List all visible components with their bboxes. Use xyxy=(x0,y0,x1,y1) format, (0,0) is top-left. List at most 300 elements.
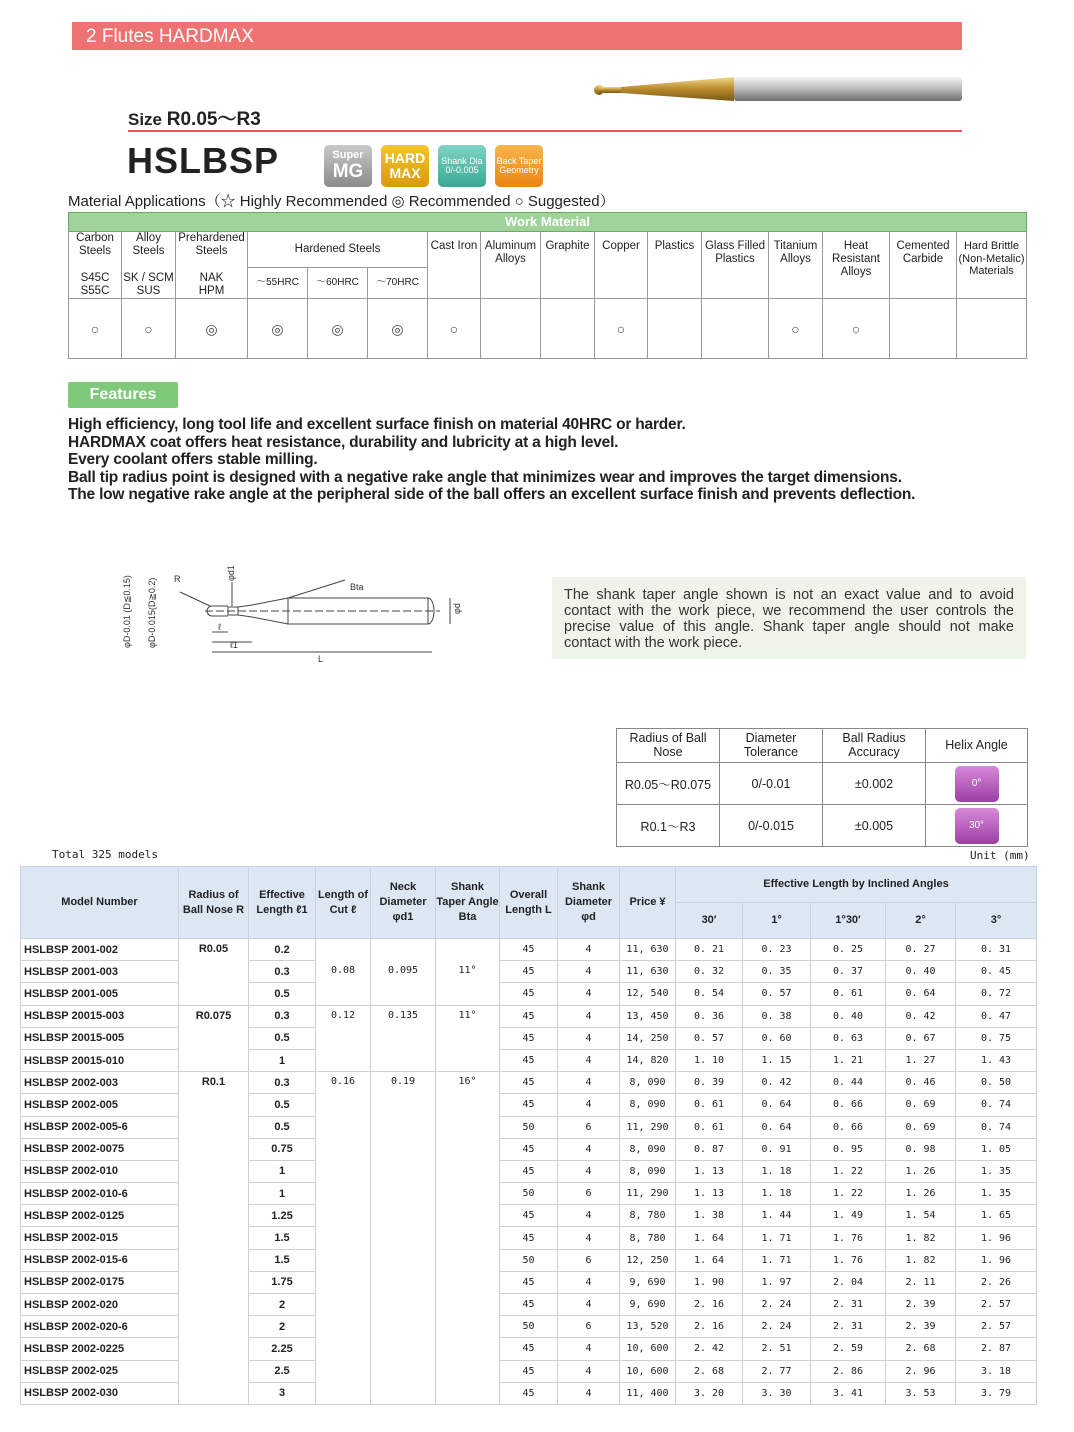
eff-1deg30: 0. 95 xyxy=(811,1138,886,1160)
hdr-neck: Neck Diameter φd1 xyxy=(371,867,436,939)
overall-length: 45 xyxy=(500,1049,558,1071)
radius-cell: R0.05 xyxy=(179,939,249,1006)
eff-1deg: 0. 35 xyxy=(743,961,811,983)
model-number: HSLBSP 20015-010 xyxy=(21,1049,179,1071)
shank-diameter: 4 xyxy=(558,1294,620,1316)
hdr-shank: Shank Diameter φd xyxy=(558,867,620,939)
shank-diameter: 6 xyxy=(558,1183,620,1205)
eff-2deg: 2. 96 xyxy=(886,1360,956,1382)
eff-3deg: 0. 31 xyxy=(956,939,1037,961)
eff-2deg: 1. 54 xyxy=(886,1205,956,1227)
total-models: Total 325 models xyxy=(52,848,158,861)
eff-2deg: 0. 69 xyxy=(886,1116,956,1138)
eff-1deg30: 0. 25 xyxy=(811,939,886,961)
shank-diameter: 6 xyxy=(558,1316,620,1338)
overall-length: 45 xyxy=(500,1160,558,1182)
eff-30min: 0. 61 xyxy=(676,1116,743,1138)
eff-2deg: 2. 39 xyxy=(886,1316,956,1338)
eff-1deg30: 2. 59 xyxy=(811,1338,886,1360)
table-row xyxy=(21,1160,1037,1182)
shank-diameter: 4 xyxy=(558,961,620,983)
eff-30min: 0. 36 xyxy=(676,1005,743,1027)
model-number: HSLBSP 2002-003 xyxy=(21,1072,179,1094)
eff-3deg: 2. 87 xyxy=(956,1338,1037,1360)
overall-length: 50 xyxy=(500,1116,558,1138)
tol-helix xyxy=(926,805,1028,847)
col-titanium: Titanium Alloys xyxy=(769,232,823,299)
price: 12, 250 xyxy=(620,1249,676,1271)
effective-length: 2.25 xyxy=(249,1338,316,1360)
eff-1deg: 1. 44 xyxy=(743,1205,811,1227)
eff-2deg: 0. 46 xyxy=(886,1072,956,1094)
table-row xyxy=(21,1005,1037,1027)
drawing-label-bta: Bta xyxy=(350,582,364,592)
model-number: HSLBSP 2002-015 xyxy=(21,1227,179,1249)
eff-1deg30: 0. 63 xyxy=(811,1027,886,1049)
eff-1deg: 1. 71 xyxy=(743,1227,811,1249)
col-plastics: Plastics xyxy=(648,232,702,299)
eff-1deg30: 1. 76 xyxy=(811,1249,886,1271)
suitability-cell xyxy=(648,299,702,359)
eff-3deg: 2. 26 xyxy=(956,1271,1037,1293)
model-number: HSLBSP 2001-002 xyxy=(21,939,179,961)
shank-diameter: 4 xyxy=(558,1382,620,1404)
radius-cell: R0.075 xyxy=(179,1005,249,1072)
model-number: HSLBSP 2002-020-6 xyxy=(21,1316,179,1338)
drawing-label-d1: φd1 xyxy=(226,565,236,581)
eff-30min: 1. 13 xyxy=(676,1183,743,1205)
price: 8, 780 xyxy=(620,1227,676,1249)
price: 9, 690 xyxy=(620,1271,676,1293)
eff-30min: 0. 21 xyxy=(676,939,743,961)
hdr-radius: Radius of Ball Nose R xyxy=(179,867,249,939)
price: 8, 090 xyxy=(620,1072,676,1094)
eff-1deg30: 3. 41 xyxy=(811,1382,886,1404)
eff-1deg30: 1. 49 xyxy=(811,1205,886,1227)
eff-2deg: 2. 11 xyxy=(886,1271,956,1293)
price: 10, 600 xyxy=(620,1338,676,1360)
suitability-cell: ◎ xyxy=(176,299,248,359)
hdr-taper: Shank Taper Angle Bta xyxy=(436,867,500,939)
effective-length: 1.5 xyxy=(249,1227,316,1249)
effective-length: 1 xyxy=(249,1183,316,1205)
model-number: HSLBSP 2002-0225 xyxy=(21,1338,179,1360)
price: 14, 820 xyxy=(620,1049,676,1071)
eff-1deg30: 2. 86 xyxy=(811,1360,886,1382)
eff-2deg: 0. 67 xyxy=(886,1027,956,1049)
effective-length: 0.2 xyxy=(249,939,316,961)
table-row xyxy=(21,1382,1037,1404)
model-number: HSLBSP 2001-003 xyxy=(21,961,179,983)
eff-1deg: 0. 38 xyxy=(743,1005,811,1027)
shank-diameter: 4 xyxy=(558,1072,620,1094)
divider xyxy=(128,130,962,132)
effective-length: 2 xyxy=(249,1294,316,1316)
eff-1deg: 1. 18 xyxy=(743,1183,811,1205)
end-mill-image xyxy=(594,74,964,104)
price: 8, 780 xyxy=(620,1205,676,1227)
tol-row xyxy=(617,763,1028,805)
col-cemented-carbide: Cemented Carbide xyxy=(890,232,957,299)
eff-2deg: 0. 42 xyxy=(886,1005,956,1027)
eff-1deg30: 0. 44 xyxy=(811,1072,886,1094)
eff-30min: 2. 42 xyxy=(676,1338,743,1360)
helix-30-icon: 30° xyxy=(955,808,999,844)
overall-length: 45 xyxy=(500,939,558,961)
tol-header-dia: Diameter Tolerance xyxy=(720,729,823,763)
model-number: HSLBSP 2002-030 xyxy=(21,1382,179,1404)
eff-30min: 2. 68 xyxy=(676,1360,743,1382)
eff-1deg: 2. 51 xyxy=(743,1338,811,1360)
model-number: HSLBSP 2002-0075 xyxy=(21,1138,179,1160)
drawing-label-tol1: φD-0.01 (D≦0.15) xyxy=(122,575,132,648)
eff-1deg: 1. 18 xyxy=(743,1160,811,1182)
drawing-label-tol2: φD-0.015(D≧0.2) xyxy=(147,577,157,648)
overall-length: 45 xyxy=(500,1138,558,1160)
eff-1deg: 3. 30 xyxy=(743,1382,811,1404)
eff-1deg30: 0. 40 xyxy=(811,1005,886,1027)
price: 12, 540 xyxy=(620,983,676,1005)
length-of-cut: 0.08 xyxy=(316,939,371,1006)
eff-3deg: 1. 96 xyxy=(956,1227,1037,1249)
table-row xyxy=(21,1205,1037,1227)
price: 10, 600 xyxy=(620,1360,676,1382)
suitability-cell xyxy=(702,299,769,359)
eff-30min: 0. 61 xyxy=(676,1094,743,1116)
suitability-row xyxy=(69,299,1027,359)
suitability-cell: ◎ xyxy=(368,299,428,359)
shank-diameter: 4 xyxy=(558,1094,620,1116)
suitability-cell: ○ xyxy=(823,299,890,359)
col-prehardened: Prehardened Steels NAK HPM xyxy=(176,232,248,299)
product-name: HSLBSP xyxy=(127,140,280,181)
eff-3deg: 1. 43 xyxy=(956,1049,1037,1071)
effective-length: 1.25 xyxy=(249,1205,316,1227)
price: 9, 690 xyxy=(620,1294,676,1316)
overall-length: 45 xyxy=(500,1271,558,1293)
table-row xyxy=(21,1271,1037,1293)
eff-1deg30: 1. 21 xyxy=(811,1049,886,1071)
table-row xyxy=(21,1227,1037,1249)
back-taper-badge: Back Taper Geometry xyxy=(495,145,543,187)
model-number: HSLBSP 2002-020 xyxy=(21,1294,179,1316)
suitability-cell: ○ xyxy=(769,299,823,359)
model-number: HSLBSP 2002-010 xyxy=(21,1160,179,1182)
suitability-cell xyxy=(541,299,595,359)
effective-length: 0.5 xyxy=(249,1094,316,1116)
model-number: HSLBSP 2002-005 xyxy=(21,1094,179,1116)
col-cast-iron: Cast Iron xyxy=(428,232,481,299)
eff-3deg: 1. 35 xyxy=(956,1160,1037,1182)
table-row xyxy=(21,1316,1037,1338)
eff-2deg: 0. 64 xyxy=(886,983,956,1005)
drawing-label-l: ℓ xyxy=(218,622,221,632)
col-copper: Copper xyxy=(595,232,648,299)
price: 14, 250 xyxy=(620,1027,676,1049)
shank-diameter: 4 xyxy=(558,1338,620,1360)
overall-length: 45 xyxy=(500,1027,558,1049)
feature-line: Ball tip radius point is designed with a negative rake angle that minimizes wear and improves the target dimensions. xyxy=(68,468,902,486)
col-glass-filled: Glass Filled Plastics xyxy=(702,232,769,299)
feature-line: The low negative rake angle at the peripheral side of the ball offers an excellent surface finish and prevents deflection. xyxy=(68,486,916,503)
effective-length: 1.75 xyxy=(249,1271,316,1293)
eff-3deg: 0. 74 xyxy=(956,1094,1037,1116)
work-material-title: Work Material xyxy=(69,213,1027,232)
table-row xyxy=(21,983,1037,1005)
hdr-angle: 2° xyxy=(886,903,956,939)
shank-diameter: 4 xyxy=(558,1160,620,1182)
shank-diameter: 4 xyxy=(558,1049,620,1071)
price: 11, 630 xyxy=(620,961,676,983)
table-row xyxy=(21,1360,1037,1382)
col-heat-resistant: Heat Resistant Alloys xyxy=(823,232,890,299)
eff-30min: 2. 16 xyxy=(676,1316,743,1338)
hdr-length-cut: Length of Cut ℓ xyxy=(316,867,371,939)
feature-line: High efficiency, long tool life and excellent surface finish on material 40HRC or harder. xyxy=(68,416,686,433)
model-number: HSLBSP 2002-005-6 xyxy=(21,1116,179,1138)
model-number: HSLBSP 20015-005 xyxy=(21,1027,179,1049)
overall-length: 45 xyxy=(500,1072,558,1094)
effective-length: 1.5 xyxy=(249,1249,316,1271)
tol-header-acc: Ball Radius Accuracy xyxy=(823,729,926,763)
overall-length: 45 xyxy=(500,1205,558,1227)
eff-3deg: 1. 35 xyxy=(956,1183,1037,1205)
col-70hrc: ～70HRC xyxy=(368,267,428,298)
eff-1deg: 0. 64 xyxy=(743,1094,811,1116)
price: 8, 090 xyxy=(620,1094,676,1116)
neck-diameter: 0.135 xyxy=(371,1005,436,1072)
shank-diameter: 4 xyxy=(558,1271,620,1293)
eff-1deg: 0. 60 xyxy=(743,1027,811,1049)
col-60hrc: ～60HRC xyxy=(308,267,368,298)
shank-diameter: 4 xyxy=(558,983,620,1005)
eff-2deg: 2. 68 xyxy=(886,1338,956,1360)
table-row xyxy=(21,1338,1037,1360)
eff-3deg: 0. 74 xyxy=(956,1116,1037,1138)
effective-length: 1 xyxy=(249,1049,316,1071)
tol-row xyxy=(617,805,1028,847)
eff-30min: 1. 90 xyxy=(676,1271,743,1293)
tol-dia: 0/-0.01 xyxy=(720,763,823,805)
eff-1deg30: 1. 76 xyxy=(811,1227,886,1249)
eff-1deg: 2. 77 xyxy=(743,1360,811,1382)
eff-2deg: 0. 40 xyxy=(886,961,956,983)
model-table xyxy=(20,866,1037,1405)
eff-2deg: 3. 53 xyxy=(886,1382,956,1404)
overall-length: 45 xyxy=(500,1338,558,1360)
model-number: HSLBSP 2002-0125 xyxy=(21,1205,179,1227)
hdr-angle: 3° xyxy=(956,903,1037,939)
model-number: HSLBSP 2002-0175 xyxy=(21,1271,179,1293)
eff-1deg: 1. 15 xyxy=(743,1049,811,1071)
drawing-label-total-length: L xyxy=(318,654,324,664)
shank-diameter: 4 xyxy=(558,1205,620,1227)
unit-label: Unit (mm) xyxy=(970,849,1030,862)
drawing-label-r: R xyxy=(174,574,181,584)
eff-3deg: 0. 45 xyxy=(956,961,1037,983)
effective-length: 0.3 xyxy=(249,1005,316,1027)
hdr-price: Price ¥ xyxy=(620,867,676,939)
material-legend: Material Applications（☆ Highly Recommended ◎ Recommended ○ Suggested） xyxy=(68,193,615,210)
radius-cell: R0.1 xyxy=(179,1072,249,1405)
effective-length: 0.5 xyxy=(249,983,316,1005)
suitability-cell: ○ xyxy=(595,299,648,359)
super-mg-badge: Super MG xyxy=(324,145,372,187)
shank-diameter: 6 xyxy=(558,1249,620,1271)
eff-2deg: 1. 26 xyxy=(886,1160,956,1182)
neck-diameter: 0.19 xyxy=(371,1072,436,1405)
price: 8, 090 xyxy=(620,1160,676,1182)
col-graphite: Graphite xyxy=(541,232,595,299)
table-row xyxy=(21,1249,1037,1271)
eff-1deg30: 1. 22 xyxy=(811,1160,886,1182)
eff-1deg30: 1. 22 xyxy=(811,1183,886,1205)
features-label: Features xyxy=(68,382,178,408)
eff-1deg: 0. 91 xyxy=(743,1138,811,1160)
shank-taper-note: The shank taper angle shown is not an exact value and to avoid contact with the work piece, we recommend the user controls the precise value of this angle. Shank taper angle should not make contact with the work piece. xyxy=(552,577,1026,659)
eff-30min: 1. 10 xyxy=(676,1049,743,1071)
suitability-cell: ○ xyxy=(428,299,481,359)
model-number: HSLBSP 2001-005 xyxy=(21,983,179,1005)
eff-1deg30: 2. 31 xyxy=(811,1294,886,1316)
table-row xyxy=(21,1094,1037,1116)
shank-diameter: 4 xyxy=(558,1227,620,1249)
eff-3deg: 1. 96 xyxy=(956,1249,1037,1271)
eff-1deg30: 0. 66 xyxy=(811,1116,886,1138)
col-alloy: Alloy Steels SK / SCM SUS xyxy=(123,232,174,297)
hdr-angle: 1° xyxy=(743,903,811,939)
overall-length: 50 xyxy=(500,1316,558,1338)
drawing-label-l1: ℓ1 xyxy=(230,640,238,650)
drawing-label-d: φd xyxy=(452,603,462,614)
col-aluminum: Aluminum Alloys xyxy=(481,232,541,299)
size-line xyxy=(128,104,261,131)
taper-angle: 16° xyxy=(436,1072,500,1405)
overall-length: 45 xyxy=(500,983,558,1005)
effective-length: 1 xyxy=(249,1160,316,1182)
eff-1deg: 1. 71 xyxy=(743,1249,811,1271)
eff-3deg: 0. 75 xyxy=(956,1027,1037,1049)
eff-3deg: 3. 18 xyxy=(956,1360,1037,1382)
effective-length: 0.75 xyxy=(249,1138,316,1160)
overall-length: 45 xyxy=(500,1360,558,1382)
suitability-cell xyxy=(481,299,541,359)
eff-30min: 0. 39 xyxy=(676,1072,743,1094)
hdr-model: Model Number xyxy=(21,867,179,939)
eff-2deg: 0. 69 xyxy=(886,1094,956,1116)
eff-2deg: 0. 98 xyxy=(886,1138,956,1160)
suitability-cell: ○ xyxy=(122,299,176,359)
work-material-table xyxy=(68,212,1027,359)
eff-2deg: 1. 82 xyxy=(886,1249,956,1271)
eff-1deg: 0. 64 xyxy=(743,1116,811,1138)
eff-1deg: 2. 24 xyxy=(743,1316,811,1338)
eff-30min: 2. 16 xyxy=(676,1294,743,1316)
tol-acc: ±0.002 xyxy=(823,763,926,805)
tol-header-helix: Helix Angle xyxy=(926,729,1028,763)
eff-3deg: 1. 65 xyxy=(956,1205,1037,1227)
overall-length: 45 xyxy=(500,1094,558,1116)
feature-line: Every coolant offers stable milling. xyxy=(68,451,318,468)
eff-1deg30: 2. 31 xyxy=(811,1316,886,1338)
model-number: HSLBSP 2002-015-6 xyxy=(21,1249,179,1271)
shank-diameter: 4 xyxy=(558,1360,620,1382)
tol-radius: R0.1～R3 xyxy=(617,805,720,847)
eff-3deg: 3. 79 xyxy=(956,1382,1037,1404)
table-row xyxy=(21,1138,1037,1160)
effective-length: 0.3 xyxy=(249,1072,316,1094)
eff-3deg: 1. 05 xyxy=(956,1138,1037,1160)
col-55hrc: ～55HRC xyxy=(248,267,308,298)
price: 11, 400 xyxy=(620,1382,676,1404)
eff-1deg: 1. 97 xyxy=(743,1271,811,1293)
effective-length: 0.5 xyxy=(249,1116,316,1138)
neck-diameter: 0.095 xyxy=(371,939,436,1006)
feature-badges xyxy=(324,145,543,187)
eff-3deg: 2. 57 xyxy=(956,1294,1037,1316)
effective-length: 3 xyxy=(249,1382,316,1404)
tol-dia: 0/-0.015 xyxy=(720,805,823,847)
suitability-cell xyxy=(890,299,957,359)
effective-length: 2.5 xyxy=(249,1360,316,1382)
effective-length: 0.3 xyxy=(249,961,316,983)
shank-diameter: 4 xyxy=(558,1005,620,1027)
col-hardened: Hardened Steels xyxy=(248,232,428,268)
model-number: HSLBSP 2002-025 xyxy=(21,1360,179,1382)
overall-length: 50 xyxy=(500,1183,558,1205)
eff-2deg: 0. 27 xyxy=(886,939,956,961)
eff-1deg: 0. 57 xyxy=(743,983,811,1005)
size-range: R0.05～R3 xyxy=(166,109,261,130)
eff-1deg30: 0. 66 xyxy=(811,1094,886,1116)
suitability-cell: ○ xyxy=(69,299,122,359)
price: 11, 290 xyxy=(620,1116,676,1138)
eff-1deg: 2. 24 xyxy=(743,1294,811,1316)
price: 11, 290 xyxy=(620,1183,676,1205)
overall-length: 45 xyxy=(500,961,558,983)
price: 8, 090 xyxy=(620,1138,676,1160)
eff-2deg: 1. 26 xyxy=(886,1183,956,1205)
table-row xyxy=(21,1294,1037,1316)
suitability-cell xyxy=(957,299,1027,359)
size-label: Size xyxy=(128,110,163,129)
price: 11, 630 xyxy=(620,939,676,961)
shank-diameter: 4 xyxy=(558,1027,620,1049)
table-row xyxy=(21,1049,1037,1071)
hdr-inclined: Effective Length by Inclined Angles xyxy=(676,867,1037,903)
eff-30min: 0. 87 xyxy=(676,1138,743,1160)
table-row xyxy=(21,1027,1037,1049)
eff-1deg: 0. 23 xyxy=(743,939,811,961)
eff-30min: 0. 57 xyxy=(676,1027,743,1049)
length-of-cut: 0.12 xyxy=(316,1005,371,1072)
hardmax-badge: HARD MAX xyxy=(381,145,429,187)
eff-2deg: 2. 39 xyxy=(886,1294,956,1316)
eff-1deg: 0. 42 xyxy=(743,1072,811,1094)
eff-1deg30: 0. 61 xyxy=(811,983,886,1005)
price: 13, 450 xyxy=(620,1005,676,1027)
hdr-eff-length: Effective Length ℓ1 xyxy=(249,867,316,939)
taper-angle: 11° xyxy=(436,939,500,1006)
hdr-angle: 30′ xyxy=(676,903,743,939)
eff-2deg: 1. 82 xyxy=(886,1227,956,1249)
effective-length: 2 xyxy=(249,1316,316,1338)
feature-line: HARDMAX coat offers heat resistance, durability and lubricity at a high level. xyxy=(68,433,619,451)
suitability-cell: ◎ xyxy=(308,299,368,359)
shank-dia-badge: Shank Dia 0/-0.005 xyxy=(438,145,486,187)
eff-30min: 1. 64 xyxy=(676,1227,743,1249)
table-row xyxy=(21,1072,1037,1094)
